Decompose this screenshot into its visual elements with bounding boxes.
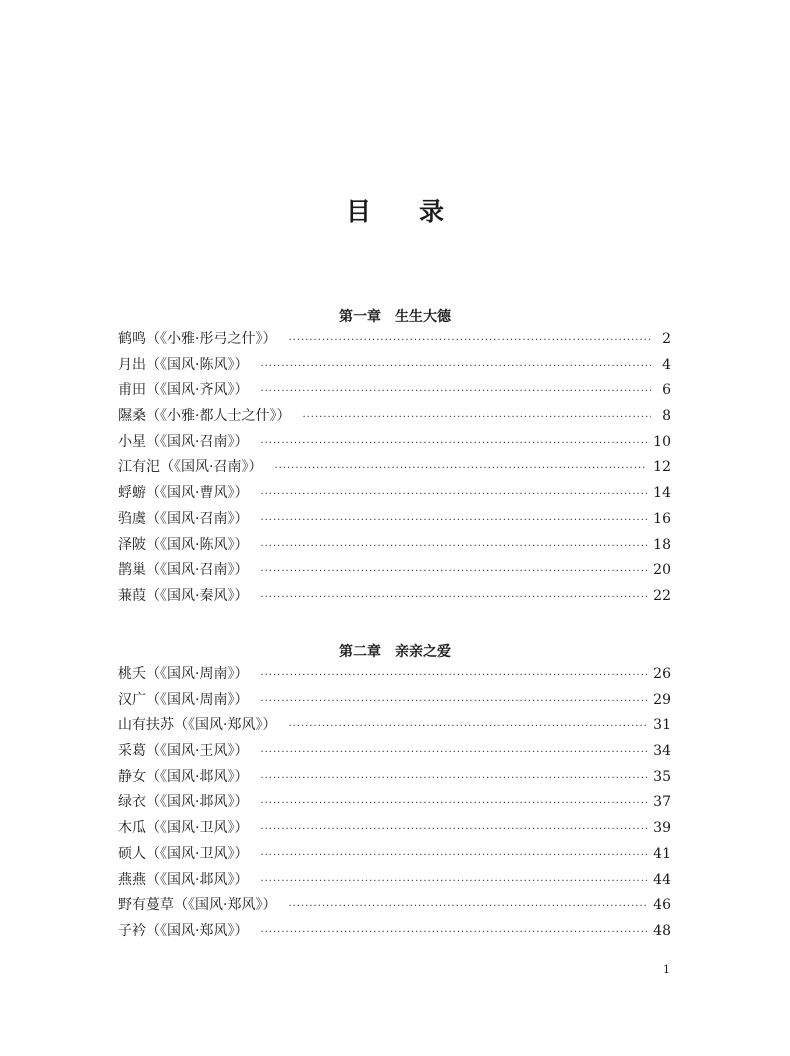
toc-entry-title: 燕燕（《国风·邶风》） — [118, 871, 249, 888]
toc-entry-title: 驺虞（《国风·召南》） — [118, 510, 249, 527]
toc-entry-page: 10 — [653, 433, 671, 450]
toc-entry-title: 静女（《国风·邶风》） — [118, 768, 249, 785]
toc-entry[interactable] — [118, 481, 671, 507]
toc-entry[interactable] — [118, 455, 671, 481]
toc-entry-page: 39 — [653, 820, 671, 837]
toc-entry[interactable] — [118, 327, 671, 353]
dot-leader — [260, 585, 647, 611]
toc-entry[interactable] — [118, 507, 671, 533]
dot-leader — [302, 405, 651, 431]
chapter-name: 亲亲之爱 — [395, 644, 451, 660]
toc-entry-page: 4 — [662, 356, 671, 373]
toc-entry[interactable] — [118, 353, 671, 379]
toc-entry-title: 鹤鸣（《小雅·彤弓之什》） — [118, 331, 277, 347]
toc-entry[interactable] — [118, 378, 671, 404]
toc-entry-title: 泽陂（《国风·陈风》） — [118, 536, 249, 553]
toc-entry-title: 鹊巢（《国风·召南》） — [118, 562, 249, 579]
dot-leader — [260, 431, 647, 457]
dot-leader — [274, 456, 647, 482]
toc-entry[interactable] — [118, 893, 671, 919]
dot-leader — [260, 482, 647, 508]
toc-entry-title: 子衿（《国风·郑风》） — [118, 922, 249, 939]
dot-leader — [260, 791, 647, 817]
toc-entry-title: 绿衣（《国风·邶风》） — [118, 794, 249, 811]
toc-entry[interactable] — [118, 688, 671, 714]
toc-entry[interactable] — [118, 816, 671, 842]
chapter-heading-2 — [0, 641, 790, 661]
dot-leader — [260, 559, 647, 585]
toc-entry-page: 2 — [662, 331, 671, 347]
toc-entry-page: 22 — [653, 587, 671, 604]
chapter-number: 第一章 — [339, 309, 381, 325]
toc-entry[interactable] — [118, 558, 671, 584]
toc-entry-page: 16 — [653, 510, 671, 527]
toc-entry-page: 20 — [653, 562, 671, 579]
toc-entry-title: 木瓜（《国风·卫风》） — [118, 820, 249, 837]
chapter-name: 生生大德 — [395, 309, 451, 325]
toc-entry-title: 汉广（《国风·周南》） — [118, 691, 249, 708]
toc-entry-title: 隰桑（《小雅·都人士之什》） — [118, 408, 291, 425]
toc-entry-title: 月出（《国风·陈风》） — [118, 356, 249, 373]
toc-entry-page: 26 — [653, 666, 671, 682]
page-title — [0, 192, 790, 228]
dot-leader — [260, 689, 647, 715]
toc-entry-title: 小星（《国风·召南》） — [118, 433, 249, 450]
toc-entry[interactable] — [118, 533, 671, 559]
chapter-number: 第二章 — [339, 644, 381, 660]
dot-leader — [260, 663, 647, 689]
toc-entry[interactable] — [118, 713, 671, 739]
toc-entry-title: 甫田（《国风·齐风》） — [118, 382, 249, 399]
toc-entry[interactable] — [118, 662, 671, 688]
toc-entry-title: 采葛（《国风·王风》） — [118, 743, 249, 760]
toc-entry-title: 山有扶苏（《国风·郑风》） — [118, 717, 277, 734]
toc-entry-page: 44 — [653, 871, 671, 888]
chapter-heading-1 — [0, 306, 790, 326]
toc-entry-page: 46 — [653, 897, 671, 914]
dot-leader — [260, 508, 647, 534]
toc-entry[interactable] — [118, 739, 671, 765]
toc-list-chapter-2 — [118, 662, 671, 945]
toc-entry-page: 8 — [662, 408, 671, 425]
toc-list-chapter-1 — [118, 327, 671, 610]
title-char-1: 目 — [345, 197, 371, 226]
toc-entry-page: 41 — [653, 845, 671, 862]
toc-entry[interactable] — [118, 790, 671, 816]
toc-entry-page: 34 — [653, 743, 671, 760]
toc-entry-title: 蒹葭（《国风·秦风》） — [118, 587, 249, 604]
toc-entry-page: 12 — [653, 459, 671, 476]
dot-leader — [260, 869, 647, 895]
toc-entry[interactable] — [118, 584, 671, 610]
toc-entry[interactable] — [118, 404, 671, 430]
toc-entry-page: 6 — [662, 382, 671, 399]
page-number: 1 — [663, 963, 670, 976]
dot-leader — [260, 766, 647, 792]
toc-entry-title: 江有汜（《国风·召南》） — [118, 459, 263, 476]
toc-entry-title: 桃夭（《国风·周南》） — [118, 666, 249, 682]
toc-entry-page: 48 — [653, 922, 671, 939]
toc-entry-page: 29 — [653, 691, 671, 708]
toc-entry-title: 硕人（《国风·卫风》） — [118, 845, 249, 862]
toc-entry[interactable] — [118, 430, 671, 456]
toc-entry-page: 31 — [653, 717, 671, 734]
dot-leader — [288, 714, 647, 740]
dot-leader — [260, 817, 647, 843]
dot-leader — [288, 894, 647, 920]
dot-leader — [260, 843, 647, 869]
toc-entry[interactable] — [118, 765, 671, 791]
toc-entry-title: 野有蔓草（《国风·郑风》） — [118, 897, 277, 914]
toc-entry-page: 14 — [653, 485, 671, 502]
dot-leader — [260, 534, 647, 560]
dot-leader — [288, 328, 651, 354]
dot-leader — [260, 354, 651, 380]
dot-leader — [260, 379, 651, 405]
toc-entry-title: 蜉蝣（《国风·曹风》） — [118, 485, 249, 502]
title-char-2: 录 — [419, 197, 445, 226]
dot-leader — [260, 740, 647, 766]
dot-leader — [260, 920, 647, 946]
toc-entry-page: 37 — [653, 794, 671, 811]
toc-entry-page: 18 — [653, 536, 671, 553]
toc-entry[interactable] — [118, 919, 671, 945]
toc-entry[interactable] — [118, 868, 671, 894]
toc-entry[interactable] — [118, 842, 671, 868]
toc-entry-page: 35 — [653, 768, 671, 785]
